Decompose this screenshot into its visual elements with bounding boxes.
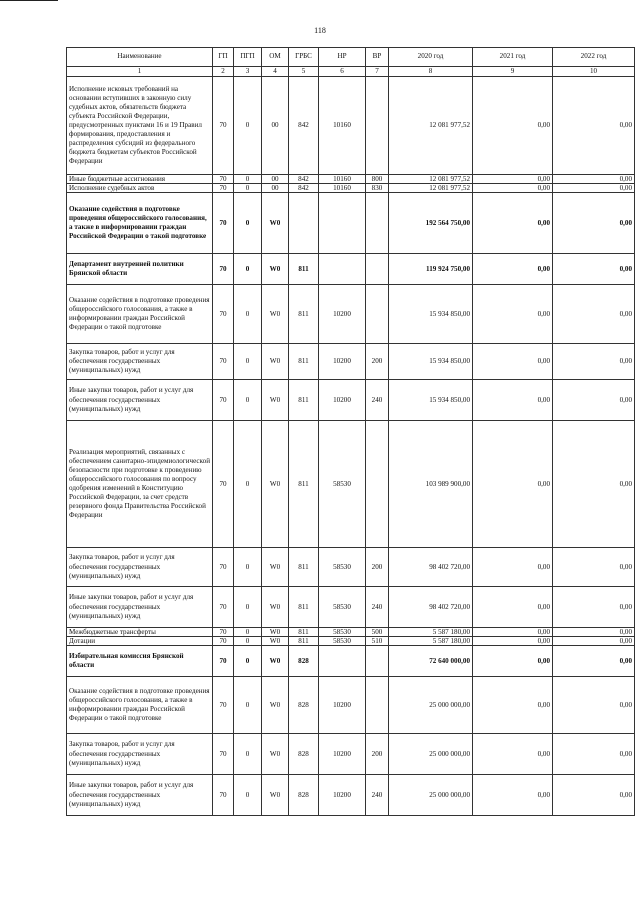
cell-vr: 500 xyxy=(366,628,389,637)
cell-2022: 0,00 xyxy=(553,548,635,587)
column-number: 4 xyxy=(262,67,289,77)
cell-2022: 0,00 xyxy=(553,628,635,637)
column-number: 6 xyxy=(319,67,366,77)
row-name: Департамент внутренней политики Брянской области xyxy=(67,254,213,285)
cell-grbs: 811 xyxy=(289,380,319,421)
column-header: ГП xyxy=(213,48,234,67)
cell-nr xyxy=(319,193,366,254)
table-row xyxy=(67,628,635,637)
table-row xyxy=(67,734,635,775)
cell-nr: 10200 xyxy=(319,677,366,734)
cell-gp: 70 xyxy=(213,344,234,380)
cell-nr: 10160 xyxy=(319,175,366,184)
column-header: НР xyxy=(319,48,366,67)
cell-grbs: 811 xyxy=(289,548,319,587)
cell-2021: 0,00 xyxy=(473,285,553,344)
budget-table xyxy=(66,47,635,816)
cell-vr xyxy=(366,646,389,677)
cell-2020: 25 000 000,00 xyxy=(389,734,473,775)
column-number: 7 xyxy=(366,67,389,77)
table-row xyxy=(67,775,635,816)
cell-gp: 70 xyxy=(213,637,234,646)
table-row xyxy=(67,421,635,548)
cell-om: W0 xyxy=(262,628,289,637)
top-rule xyxy=(0,0,58,1)
cell-vr xyxy=(366,193,389,254)
cell-om: W0 xyxy=(262,380,289,421)
cell-grbs: 811 xyxy=(289,637,319,646)
cell-grbs xyxy=(289,193,319,254)
cell-2022: 0,00 xyxy=(553,421,635,548)
cell-pgp: 0 xyxy=(234,677,262,734)
cell-vr xyxy=(366,285,389,344)
cell-2022: 0,00 xyxy=(553,380,635,421)
cell-gp: 70 xyxy=(213,285,234,344)
column-number: 1 xyxy=(67,67,213,77)
column-number: 10 xyxy=(553,67,635,77)
row-name: Избирательная комиссия Брянской области xyxy=(67,646,213,677)
cell-om: W0 xyxy=(262,548,289,587)
cell-2022: 0,00 xyxy=(553,775,635,816)
cell-pgp: 0 xyxy=(234,637,262,646)
cell-2020: 15 934 850,00 xyxy=(389,344,473,380)
cell-2020: 98 402 720,00 xyxy=(389,548,473,587)
cell-2020: 15 934 850,00 xyxy=(389,285,473,344)
cell-nr: 58530 xyxy=(319,628,366,637)
cell-pgp: 0 xyxy=(234,344,262,380)
cell-nr xyxy=(319,646,366,677)
cell-gp: 70 xyxy=(213,734,234,775)
cell-2022: 0,00 xyxy=(553,175,635,184)
table-row xyxy=(67,637,635,646)
page-number: 118 xyxy=(314,26,326,35)
cell-gp: 70 xyxy=(213,175,234,184)
cell-2020: 12 081 977,52 xyxy=(389,184,473,193)
cell-gp: 70 xyxy=(213,775,234,816)
cell-2021: 0,00 xyxy=(473,175,553,184)
cell-pgp: 0 xyxy=(234,548,262,587)
table-row xyxy=(67,548,635,587)
cell-2021: 0,00 xyxy=(473,77,553,175)
cell-gp: 70 xyxy=(213,254,234,285)
row-name: Закупка товаров, работ и услуг для обеспечения государственных (муниципальных) нужд xyxy=(67,734,213,775)
cell-pgp: 0 xyxy=(234,285,262,344)
cell-pgp: 0 xyxy=(234,77,262,175)
cell-pgp: 0 xyxy=(234,734,262,775)
column-number: 2 xyxy=(213,67,234,77)
row-name: Дотации xyxy=(67,637,213,646)
cell-pgp: 0 xyxy=(234,184,262,193)
cell-2020: 12 081 977,52 xyxy=(389,77,473,175)
cell-2020: 192 564 750,00 xyxy=(389,193,473,254)
column-number: 9 xyxy=(473,67,553,77)
cell-2022: 0,00 xyxy=(553,677,635,734)
cell-2020: 15 934 850,00 xyxy=(389,380,473,421)
cell-2022: 0,00 xyxy=(553,77,635,175)
cell-om: W0 xyxy=(262,677,289,734)
cell-pgp: 0 xyxy=(234,587,262,628)
cell-2022: 0,00 xyxy=(553,285,635,344)
column-header: ПГП xyxy=(234,48,262,67)
cell-nr xyxy=(319,254,366,285)
cell-2021: 0,00 xyxy=(473,193,553,254)
cell-2020: 25 000 000,00 xyxy=(389,775,473,816)
cell-vr: 830 xyxy=(366,184,389,193)
cell-pgp: 0 xyxy=(234,380,262,421)
cell-nr: 58530 xyxy=(319,637,366,646)
cell-nr: 10200 xyxy=(319,380,366,421)
cell-vr: 200 xyxy=(366,344,389,380)
cell-grbs: 811 xyxy=(289,285,319,344)
cell-om: W0 xyxy=(262,734,289,775)
table-header xyxy=(67,48,635,77)
cell-pgp: 0 xyxy=(234,254,262,285)
cell-nr: 10160 xyxy=(319,184,366,193)
cell-pgp: 0 xyxy=(234,628,262,637)
column-header: ВР xyxy=(366,48,389,67)
table-row xyxy=(67,380,635,421)
cell-grbs: 811 xyxy=(289,587,319,628)
cell-nr: 10200 xyxy=(319,344,366,380)
cell-grbs: 811 xyxy=(289,628,319,637)
column-number: 8 xyxy=(389,67,473,77)
cell-om: W0 xyxy=(262,421,289,548)
cell-2021: 0,00 xyxy=(473,587,553,628)
cell-gp: 70 xyxy=(213,587,234,628)
cell-2022: 0,00 xyxy=(553,344,635,380)
cell-vr: 240 xyxy=(366,775,389,816)
table-row xyxy=(67,587,635,628)
cell-grbs: 842 xyxy=(289,77,319,175)
cell-om: 00 xyxy=(262,184,289,193)
cell-pgp: 0 xyxy=(234,193,262,254)
cell-vr xyxy=(366,254,389,285)
cell-nr: 58530 xyxy=(319,548,366,587)
cell-om: W0 xyxy=(262,285,289,344)
cell-2020: 5 587 180,00 xyxy=(389,628,473,637)
row-name: Иные бюджетные ассигнования xyxy=(67,175,213,184)
table-row xyxy=(67,184,635,193)
column-header: Наименование xyxy=(67,48,213,67)
row-name: Исполнение судебных актов xyxy=(67,184,213,193)
cell-om: W0 xyxy=(262,637,289,646)
column-header: ГРБС xyxy=(289,48,319,67)
cell-2020: 103 989 900,00 xyxy=(389,421,473,548)
table-row xyxy=(67,175,635,184)
cell-2022: 0,00 xyxy=(553,734,635,775)
table-body xyxy=(67,77,635,816)
cell-grbs: 828 xyxy=(289,646,319,677)
cell-2021: 0,00 xyxy=(473,677,553,734)
cell-om: W0 xyxy=(262,587,289,628)
column-number: 5 xyxy=(289,67,319,77)
cell-2021: 0,00 xyxy=(473,628,553,637)
row-name: Закупка товаров, работ и услуг для обеспечения государственных (муниципальных) нужд xyxy=(67,344,213,380)
column-header: 2022 год xyxy=(553,48,635,67)
cell-2021: 0,00 xyxy=(473,254,553,285)
cell-om: W0 xyxy=(262,344,289,380)
cell-2020: 5 587 180,00 xyxy=(389,637,473,646)
cell-vr xyxy=(366,421,389,548)
cell-grbs: 828 xyxy=(289,734,319,775)
table-row xyxy=(67,677,635,734)
row-name: Исполнение исковых требований на основании вступивших в законную силу судебных актов, обязательств бюджета субъекта Российской Федерации, предусмотренных пунктами 16 и 19 Правил формирования, предоставления и распределения субсидий из федерального бюджета бюджетам субъектов Российской Федерации xyxy=(67,77,213,175)
column-header: ОМ xyxy=(262,48,289,67)
cell-pgp: 0 xyxy=(234,646,262,677)
cell-pgp: 0 xyxy=(234,175,262,184)
cell-2020: 12 081 977,52 xyxy=(389,175,473,184)
cell-2022: 0,00 xyxy=(553,193,635,254)
cell-grbs: 828 xyxy=(289,775,319,816)
cell-2021: 0,00 xyxy=(473,775,553,816)
cell-grbs: 811 xyxy=(289,344,319,380)
cell-vr xyxy=(366,77,389,175)
cell-pgp: 0 xyxy=(234,775,262,816)
cell-2021: 0,00 xyxy=(473,421,553,548)
cell-2022: 0,00 xyxy=(553,254,635,285)
table-row xyxy=(67,646,635,677)
cell-vr xyxy=(366,677,389,734)
cell-2021: 0,00 xyxy=(473,637,553,646)
cell-grbs: 828 xyxy=(289,677,319,734)
cell-2022: 0,00 xyxy=(553,637,635,646)
cell-2022: 0,00 xyxy=(553,587,635,628)
cell-grbs: 842 xyxy=(289,184,319,193)
cell-gp: 70 xyxy=(213,380,234,421)
cell-om: W0 xyxy=(262,254,289,285)
cell-2021: 0,00 xyxy=(473,344,553,380)
cell-nr: 10200 xyxy=(319,775,366,816)
cell-2021: 0,00 xyxy=(473,380,553,421)
cell-2022: 0,00 xyxy=(553,184,635,193)
cell-nr: 58530 xyxy=(319,587,366,628)
row-name: Иные закупки товаров, работ и услуг для обеспечения государственных (муниципальных) нужд xyxy=(67,380,213,421)
cell-nr: 10200 xyxy=(319,285,366,344)
cell-grbs: 811 xyxy=(289,254,319,285)
cell-grbs: 842 xyxy=(289,175,319,184)
column-number: 3 xyxy=(234,67,262,77)
cell-vr: 800 xyxy=(366,175,389,184)
cell-2021: 0,00 xyxy=(473,734,553,775)
cell-2020: 25 000 000,00 xyxy=(389,677,473,734)
cell-om: 00 xyxy=(262,175,289,184)
table-row xyxy=(67,254,635,285)
cell-nr: 58530 xyxy=(319,421,366,548)
cell-gp: 70 xyxy=(213,193,234,254)
cell-gp: 70 xyxy=(213,77,234,175)
cell-gp: 70 xyxy=(213,628,234,637)
cell-om: 00 xyxy=(262,77,289,175)
column-header: 2021 год xyxy=(473,48,553,67)
column-header: 2020 год xyxy=(389,48,473,67)
cell-om: W0 xyxy=(262,646,289,677)
cell-vr: 200 xyxy=(366,548,389,587)
row-name: Реализация мероприятий, связанных с обеспечением санитарно-эпидемиологической безопасности при подготовке к проведению общероссийского голосования по вопросу одобрения изменений в Конституцию Российской Федерации, за счет средств резервного фонда Правительства Российской Федерации xyxy=(67,421,213,548)
row-name: Иные закупки товаров, работ и услуг для обеспечения государственных (муниципальных) нужд xyxy=(67,775,213,816)
table-row xyxy=(67,193,635,254)
cell-vr: 240 xyxy=(366,380,389,421)
cell-gp: 70 xyxy=(213,184,234,193)
table-row xyxy=(67,344,635,380)
cell-gp: 70 xyxy=(213,646,234,677)
cell-2021: 0,00 xyxy=(473,184,553,193)
row-name: Оказание содействия в подготовке проведения общероссийского голосования, а также в информировании граждан Российской Федерации о такой подготовке xyxy=(67,193,213,254)
cell-2020: 72 640 000,00 xyxy=(389,646,473,677)
cell-grbs: 811 xyxy=(289,421,319,548)
table-row xyxy=(67,77,635,175)
cell-gp: 70 xyxy=(213,421,234,548)
row-name: Оказание содействия в подготовке проведения общероссийского голосования, а также в информировании граждан Российской Федерации о такой подготовке xyxy=(67,285,213,344)
cell-om: W0 xyxy=(262,775,289,816)
cell-2020: 119 924 750,00 xyxy=(389,254,473,285)
cell-2021: 0,00 xyxy=(473,646,553,677)
cell-2022: 0,00 xyxy=(553,646,635,677)
row-name: Оказание содействия в подготовке проведения общероссийского голосования, а также в информировании граждан Российской Федерации о такой подготовке xyxy=(67,677,213,734)
row-name: Межбюджетные трансферты xyxy=(67,628,213,637)
cell-vr: 510 xyxy=(366,637,389,646)
cell-vr: 200 xyxy=(366,734,389,775)
cell-gp: 70 xyxy=(213,677,234,734)
row-name: Закупка товаров, работ и услуг для обеспечения государственных (муниципальных) нужд xyxy=(67,548,213,587)
table-row xyxy=(67,285,635,344)
cell-om: W0 xyxy=(262,193,289,254)
cell-2021: 0,00 xyxy=(473,548,553,587)
cell-pgp: 0 xyxy=(234,421,262,548)
cell-nr: 10160 xyxy=(319,77,366,175)
cell-gp: 70 xyxy=(213,548,234,587)
cell-2020: 98 402 720,00 xyxy=(389,587,473,628)
row-name: Иные закупки товаров, работ и услуг для обеспечения государственных (муниципальных) нужд xyxy=(67,587,213,628)
cell-vr: 240 xyxy=(366,587,389,628)
cell-nr: 10200 xyxy=(319,734,366,775)
